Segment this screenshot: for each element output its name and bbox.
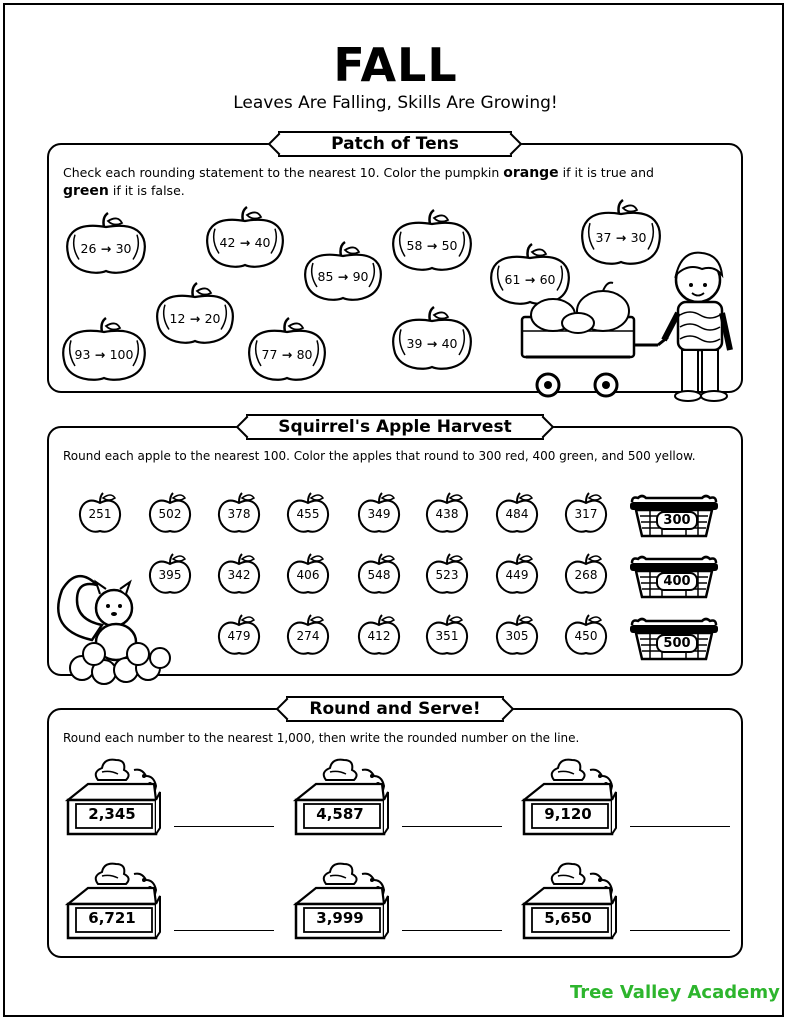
- pie-slice: [64, 758, 164, 838]
- apple[interactable]: [356, 553, 402, 595]
- pie-slice: [520, 758, 620, 838]
- pumpkin-statement: [203, 235, 287, 250]
- pumpkin[interactable]: [63, 213, 149, 275]
- pumpkin-to-value: 40: [254, 234, 271, 250]
- basket-target-value: 500: [656, 634, 698, 653]
- pumpkin-to-value: 80: [296, 346, 313, 362]
- pie-number: 3,999: [316, 909, 364, 927]
- apple[interactable]: [424, 614, 470, 656]
- apple-number: 412: [367, 629, 391, 643]
- apple-number: 438: [435, 507, 459, 521]
- apple[interactable]: [285, 492, 331, 534]
- round-and-serve-banner: Round and Serve!: [286, 696, 504, 722]
- apple[interactable]: [563, 614, 609, 656]
- apple[interactable]: [494, 614, 540, 656]
- pumpkin-from-value: 12: [169, 310, 186, 326]
- pumpkin-to-value: 20: [204, 310, 221, 326]
- apple[interactable]: [494, 553, 540, 595]
- answer-line[interactable]: [174, 930, 274, 931]
- pumpkin-to-value: 40: [441, 335, 458, 351]
- apple[interactable]: [216, 553, 262, 595]
- round-and-serve-instructions: Round each number to the nearest 1,000, then write the rounded number on the line.: [63, 731, 580, 745]
- apple-number: 274: [296, 629, 320, 643]
- boy-wagon-illustration: [518, 245, 743, 405]
- pumpkin-statement: [301, 269, 385, 284]
- pie-slice: [520, 862, 620, 942]
- arrow-icon: →: [611, 229, 631, 245]
- answer-line[interactable]: [174, 826, 274, 827]
- apple-number: 455: [296, 507, 320, 521]
- answer-line[interactable]: [630, 826, 730, 827]
- basket-target-value: 400: [656, 572, 698, 591]
- pumpkin-to-value: 90: [352, 269, 369, 284]
- apple-number: 268: [574, 568, 598, 582]
- apple[interactable]: [216, 614, 262, 656]
- patch-of-tens-banner: Patch of Tens: [278, 131, 512, 157]
- answer-line[interactable]: [630, 930, 730, 931]
- pumpkin-to-value: 60: [539, 271, 556, 287]
- basket-target-value: 300: [656, 511, 698, 530]
- answer-line[interactable]: [402, 826, 502, 827]
- apple-number: 502: [158, 507, 182, 521]
- instruction-text: if it is false.: [108, 183, 185, 198]
- apple[interactable]: [356, 614, 402, 656]
- apple-number: 351: [435, 629, 459, 643]
- basket: [628, 555, 720, 601]
- apple-number: 484: [505, 507, 529, 521]
- arrow-icon: →: [520, 271, 540, 287]
- apple-number: 450: [574, 629, 598, 643]
- apple[interactable]: [424, 553, 470, 595]
- pumpkin[interactable]: [389, 210, 475, 272]
- pumpkin-from-value: 93: [74, 346, 91, 362]
- pumpkin[interactable]: [389, 307, 475, 371]
- pie-icon: [64, 862, 164, 942]
- apple[interactable]: [216, 492, 262, 534]
- apple[interactable]: [494, 492, 540, 534]
- apple-number: 479: [227, 629, 251, 643]
- instruction-text: Check each rounding statement to the nearest 10. Color the pumpkin: [63, 165, 504, 180]
- apple[interactable]: [285, 553, 331, 595]
- pie-number: 4,587: [316, 805, 364, 823]
- arrow-icon: →: [422, 335, 442, 351]
- pumpkin-to-value: 100: [109, 346, 134, 362]
- pumpkin-from-value: 37: [595, 229, 612, 245]
- apple-number: 251: [88, 507, 112, 521]
- pie-number: 5,650: [544, 909, 592, 927]
- arrow-icon: →: [333, 269, 353, 284]
- pumpkin-from-value: 39: [406, 335, 423, 351]
- apple-number: 342: [227, 568, 251, 582]
- arrow-icon: →: [235, 234, 255, 250]
- pumpkin-to-value: 30: [630, 229, 647, 245]
- squirrel-illustration: [52, 570, 177, 690]
- basket: [628, 617, 720, 663]
- arrow-icon: →: [422, 237, 442, 253]
- apple-number: 523: [435, 568, 459, 582]
- pumpkin-from-value: 85: [317, 269, 334, 284]
- pumpkin-to-value: 30: [115, 240, 132, 256]
- pumpkin-from-value: 77: [261, 346, 278, 362]
- apple-number: 317: [574, 507, 598, 521]
- pie-slice: [64, 862, 164, 942]
- arrow-icon: →: [90, 346, 110, 362]
- apple-number: 395: [158, 568, 182, 582]
- arrow-icon: →: [185, 310, 205, 326]
- apple-number: 378: [227, 507, 251, 521]
- pumpkin-from-value: 58: [406, 237, 423, 253]
- pie-icon: [520, 862, 620, 942]
- pumpkin-from-value: 26: [80, 240, 97, 256]
- apple[interactable]: [285, 614, 331, 656]
- arrow-icon: →: [96, 240, 116, 256]
- instruction-orange-word: orange: [503, 165, 559, 181]
- apple-number: 449: [505, 568, 529, 582]
- pumpkin-statement: [389, 336, 475, 351]
- pumpkin[interactable]: [59, 318, 149, 382]
- pumpkin[interactable]: [245, 318, 329, 382]
- apple-number: 349: [367, 507, 391, 521]
- pumpkin-from-value: 42: [219, 234, 236, 250]
- apple[interactable]: [424, 492, 470, 534]
- pumpkin-statement: [63, 241, 149, 256]
- pumpkin-from-value: 61: [504, 271, 521, 287]
- basket: [628, 494, 720, 540]
- pie-icon: [520, 758, 620, 838]
- pie-number: 6,721: [88, 909, 136, 927]
- pie-number: 9,120: [544, 805, 592, 823]
- instruction-green-word: green: [63, 183, 109, 199]
- apple-number: 548: [367, 568, 391, 582]
- apple[interactable]: [563, 492, 609, 534]
- pie-icon: [64, 758, 164, 838]
- answer-line[interactable]: [402, 930, 502, 931]
- apple-harvest-banner: Squirrel's Apple Harvest: [246, 414, 544, 440]
- apple[interactable]: [356, 492, 402, 534]
- pumpkin[interactable]: [153, 283, 237, 345]
- page-title: FALL: [333, 38, 458, 92]
- brand-footer: Tree Valley Academy: [570, 982, 780, 1003]
- pumpkin-statement: [389, 238, 475, 253]
- pie-slice: [292, 758, 392, 838]
- pie-icon: [292, 758, 392, 838]
- pumpkin-to-value: 50: [441, 237, 458, 253]
- pumpkin-statement: [153, 311, 237, 326]
- pie-icon: [292, 862, 392, 942]
- pie-slice: [292, 862, 392, 942]
- apple-number: 305: [505, 629, 529, 643]
- apple[interactable]: [147, 492, 193, 534]
- arrow-icon: →: [277, 346, 297, 362]
- apple-number: 406: [296, 568, 320, 582]
- pumpkin[interactable]: [301, 242, 385, 302]
- patch-of-tens-instructions: [63, 164, 723, 200]
- apple[interactable]: [77, 492, 123, 534]
- instruction-text: if it is true and: [558, 165, 654, 180]
- apple-harvest-instructions: Round each apple to the nearest 100. Color the apples that round to 300 red, 400 green, and 500 yellow.: [63, 449, 696, 463]
- apple[interactable]: [563, 553, 609, 595]
- pumpkin[interactable]: [203, 207, 287, 269]
- pie-number: 2,345: [88, 805, 136, 823]
- page-subtitle: Leaves Are Falling, Skills Are Growing!: [233, 93, 558, 113]
- pumpkin-statement: [578, 230, 664, 245]
- pumpkin-statement: [59, 347, 149, 362]
- pumpkin-statement: [245, 347, 329, 362]
